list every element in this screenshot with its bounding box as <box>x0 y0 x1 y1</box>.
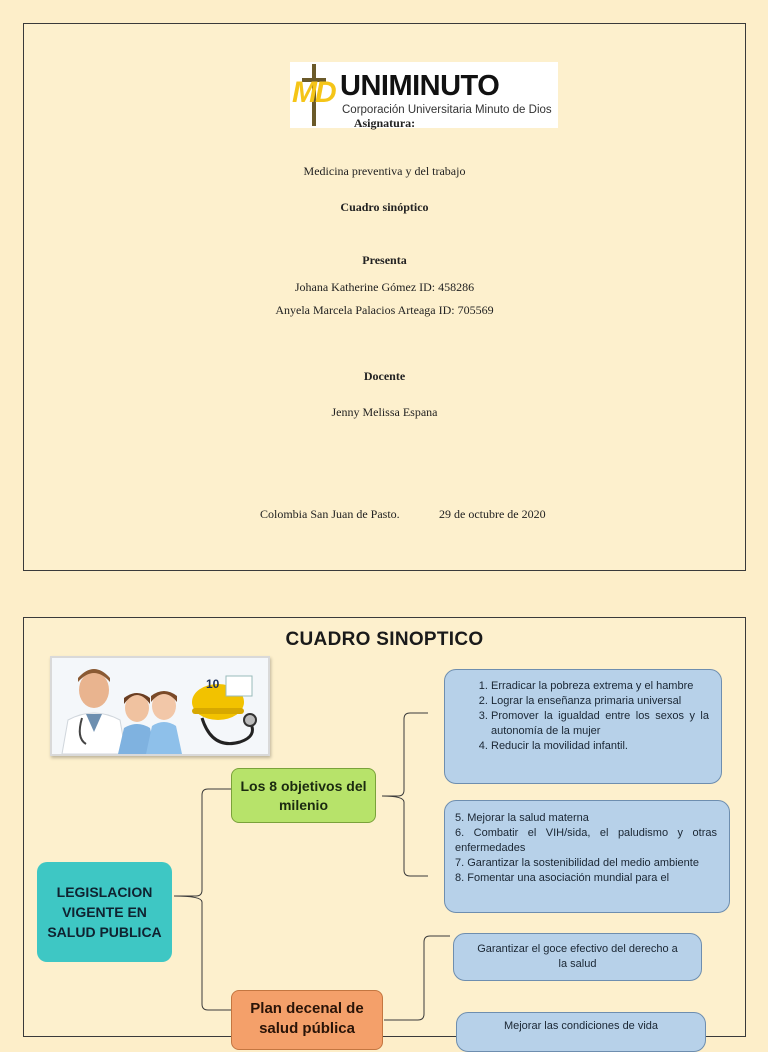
synoptic-page <box>23 617 746 1037</box>
list-item: 5. Mejorar la salud materna <box>455 812 589 824</box>
list-item: 3. Promover la igualdad entre los sexos y la autonomía de la mujer <box>491 709 709 739</box>
synoptic-title: CUADRO SINOPTICO <box>285 629 484 650</box>
logo-mark: MD <box>292 76 335 109</box>
objectives-list-1 <box>444 669 722 784</box>
asignatura-label: Asignatura: <box>353 116 416 130</box>
docente-label: Docente <box>363 369 406 383</box>
list-item: 7. Garantizar la sostenibilidad del medio ambiente <box>455 857 699 869</box>
student-2: Anyela Marcela Palacios Arteaga ID: 705569 <box>275 303 494 317</box>
plan-node: Plan decenal de salud pública <box>231 990 383 1050</box>
root-node: LEGISLACION VIGENTE EN SALUD PUBLICA <box>37 862 172 962</box>
student-1: Johana Katherine Gómez ID: 458286 <box>294 280 475 294</box>
place: Colombia San Juan de Pasto. <box>260 507 400 521</box>
docente-value: Jenny Melissa Espana <box>331 405 438 419</box>
list-item: 8. Fomentar una asociación mundial para el <box>455 872 670 884</box>
objectives-node: Los 8 objetivos del milenio <box>231 768 376 823</box>
list-item: 2. Lograr la enseñanza primaria universal <box>491 694 709 709</box>
svg-text:10: 10 <box>206 677 220 691</box>
logo-brand: UNIMINUTO <box>340 70 500 102</box>
list-item: 1. Erradicar la pobreza extrema y el hambre <box>491 679 709 694</box>
plan-item-1: Garantizar el goce efectivo del derecho a la salud <box>453 933 702 981</box>
plan-item-2: Mejorar las condiciones de vida <box>456 1012 706 1052</box>
objectives-list-2 <box>444 800 730 913</box>
list-item: 6. Combatir el VIH/sida, el paludismo y otras enfermedades <box>455 827 717 854</box>
presenta-label: Presenta <box>362 253 407 267</box>
cover-page <box>23 23 746 571</box>
doc-type: Cuadro sinóptico <box>340 200 429 214</box>
list-item: 4. Reducir la movilidad infantil. <box>491 739 709 754</box>
asignatura-value: Medicina preventiva y del trabajo <box>303 164 466 178</box>
date: 29 de octubre de 2020 <box>439 507 546 521</box>
logo-subtitle: Corporación Universitaria Minuto de Dios <box>342 104 552 116</box>
